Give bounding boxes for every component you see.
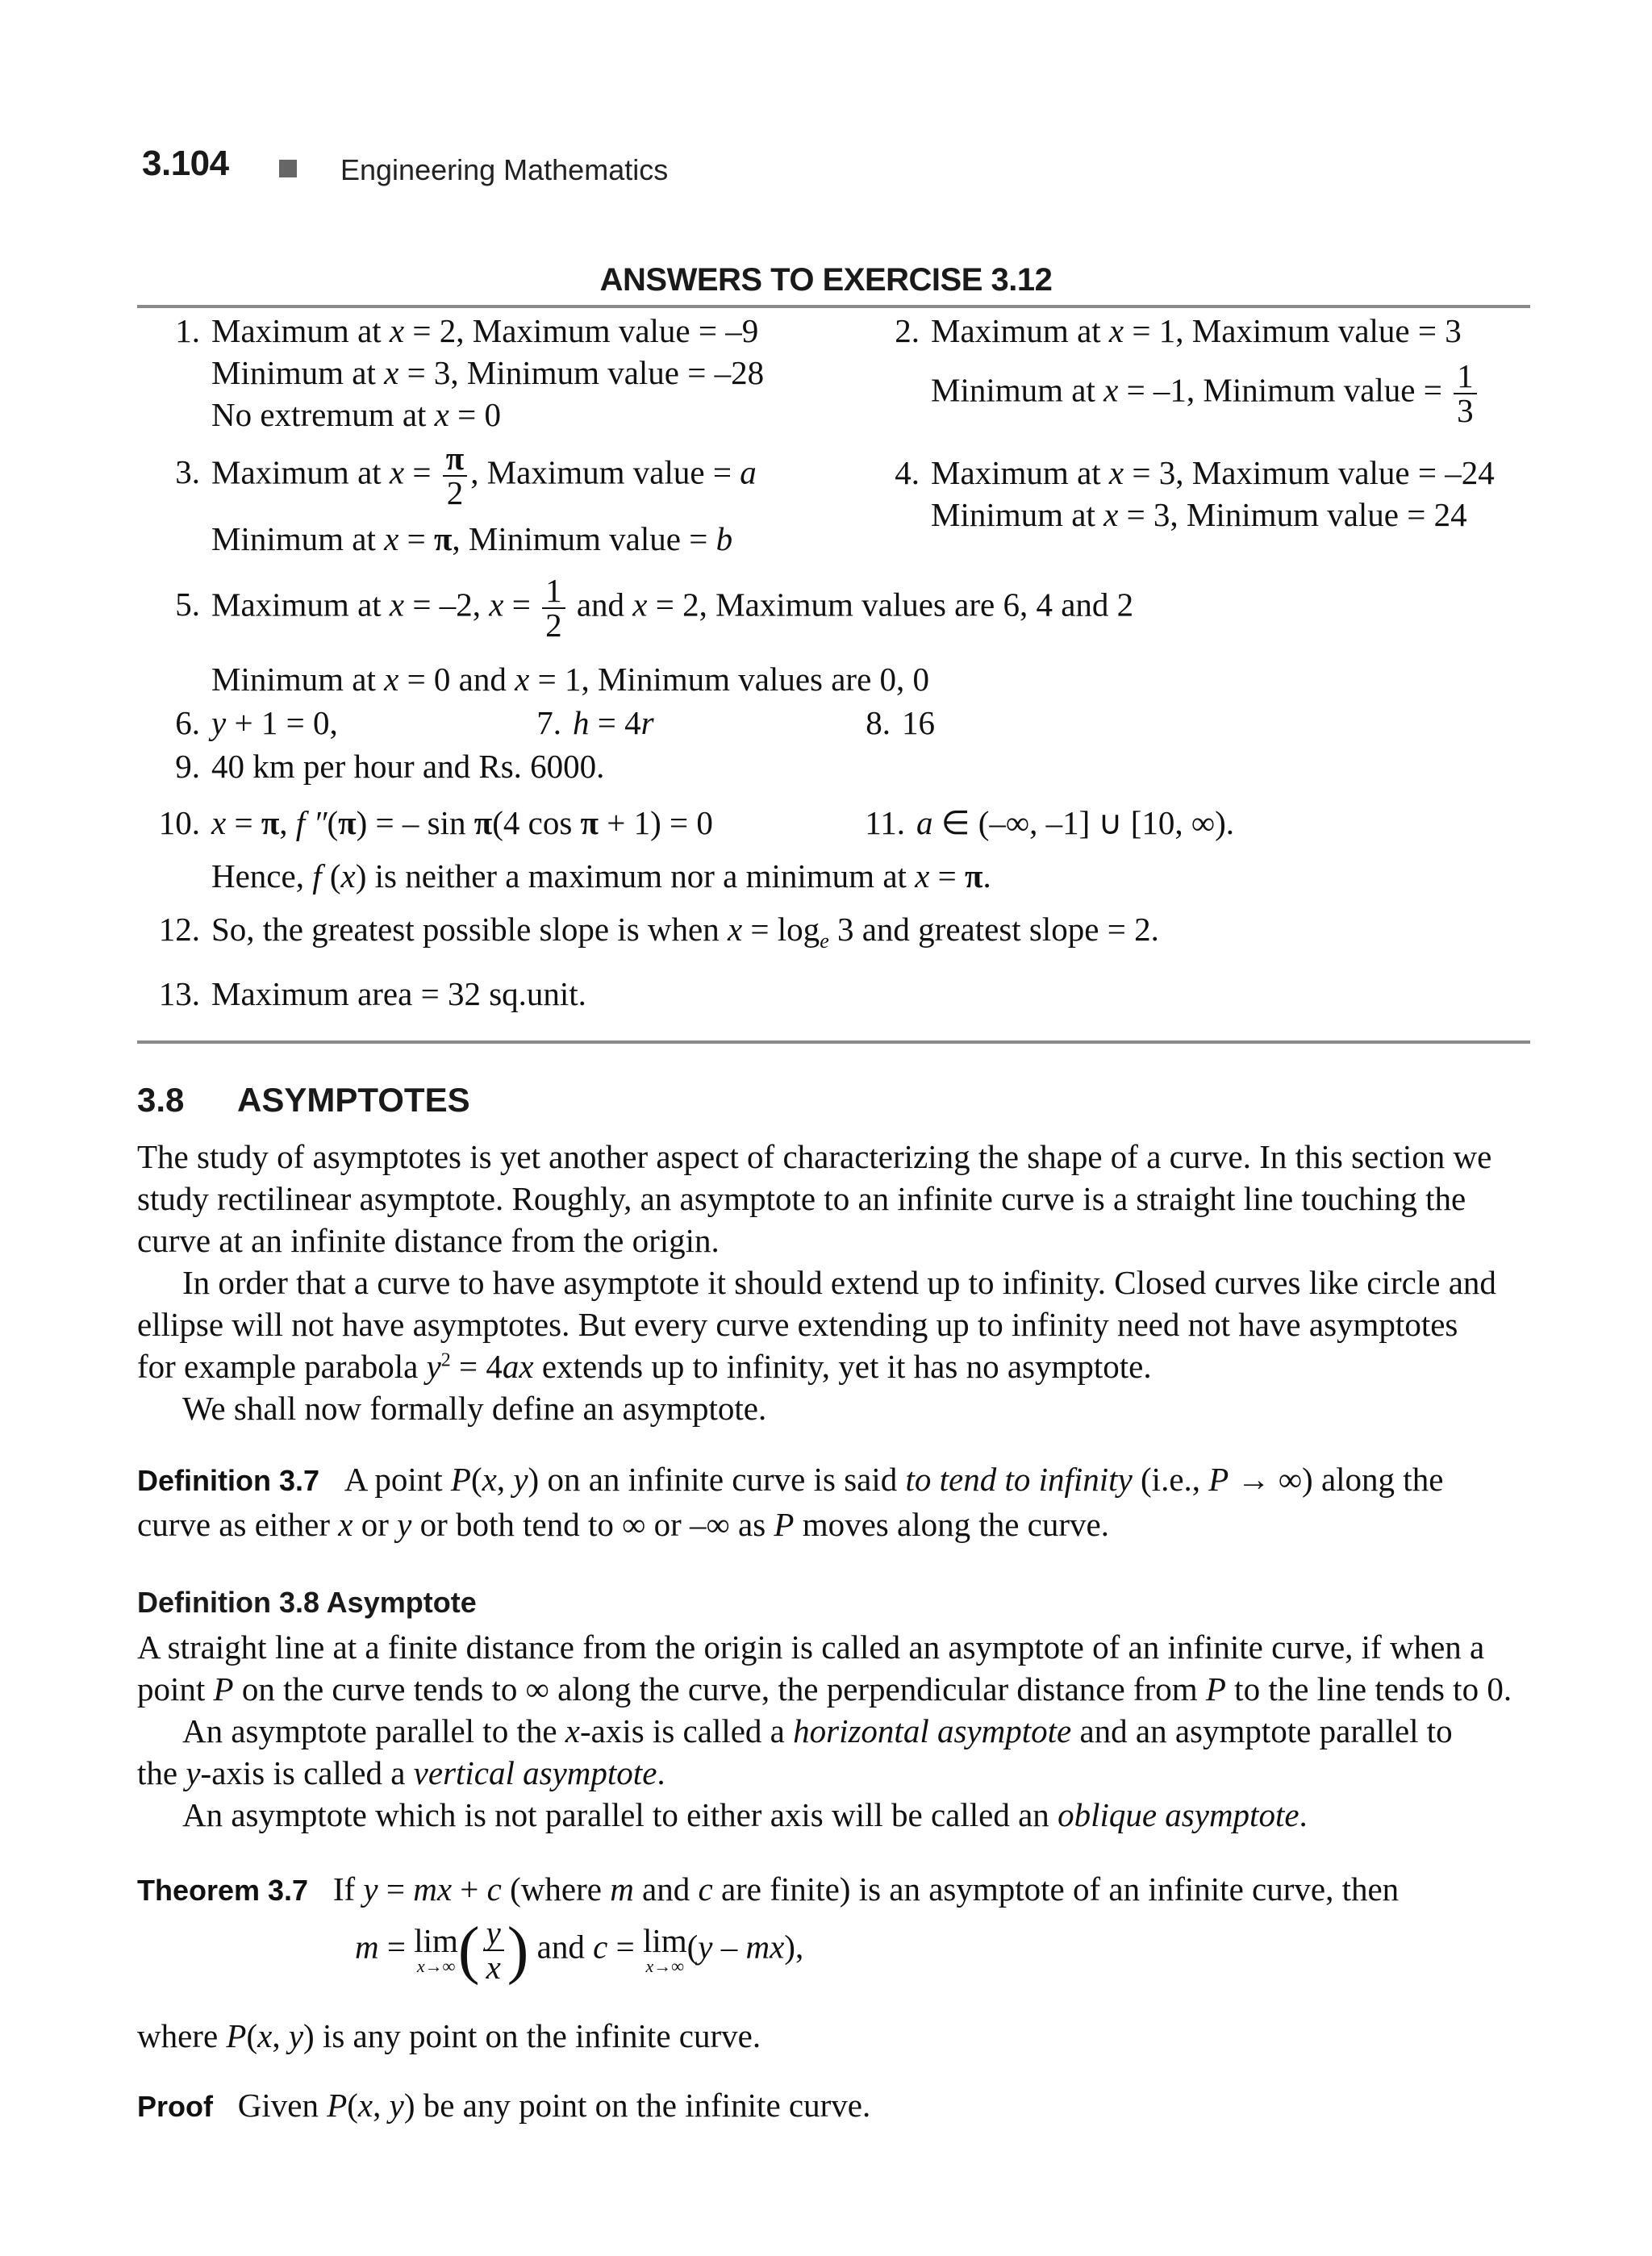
answer-5-line-2: Minimum at x = 0 and x = 1, Minimum values are 0, 0 bbox=[211, 661, 930, 698]
page-number: 3.104 bbox=[142, 144, 229, 183]
square-bullet-icon bbox=[279, 160, 297, 177]
book-title: Engineering Mathematics bbox=[340, 153, 669, 186]
answer-number: 6. bbox=[175, 704, 200, 741]
definition-3-7-line-1: Definition 3.7 A point P(x, y) on an infinite curve is said to tend to infinity (i.e., P → ∞) along the bbox=[137, 1461, 1444, 1498]
answer-number: 2. bbox=[895, 312, 920, 349]
answer-7: 7. h = 4r bbox=[503, 703, 654, 742]
answer-10-line-1: 10. x = π, f ″(π) = – sin π(4 cos π + 1) = 0 bbox=[142, 803, 713, 842]
answer-2-line-2: Minimum at x = –1, Minimum value = $\frac{1}{3}$ bbox=[931, 360, 1480, 427]
answer-10-line-2: Hence, f (x) is neither a maximum nor a minimum at x = π. bbox=[211, 857, 991, 894]
theorem-3-7-line-3: where P(x, y) is any point on the infinite curve. bbox=[137, 2017, 761, 2054]
fraction: $\frac{\pi}{2}$ bbox=[443, 442, 467, 510]
paragraph-1-line-3: curve at an infinite distance from the origin. bbox=[137, 1222, 720, 1259]
section-number: 3.8 bbox=[137, 1081, 185, 1119]
answer-number: 8. bbox=[866, 704, 891, 741]
paragraph-1-line-2: study rectilinear asymptote. Roughly, an asymptote to an infinite curve is a straight line touching the bbox=[137, 1180, 1466, 1217]
fraction: $\frac{1}{2}$ bbox=[542, 574, 565, 642]
definition-3-8-line-3: An asymptote parallel to the x-axis is called a horizontal asymptote and an asymptote parallel to bbox=[182, 1712, 1453, 1749]
answer-number: 13. bbox=[158, 975, 200, 1012]
section-title: ASYMPTOTES bbox=[237, 1081, 470, 1119]
definition-3-7-line-2: curve as either x or y or both tend to ∞ or –∞ as P moves along the curve. bbox=[137, 1506, 1109, 1543]
answer-number: 12. bbox=[158, 911, 200, 948]
answer-3-line-1: 3. Maximum at x = $\frac{\pi}{2}$ , Maximum value = a bbox=[142, 442, 757, 510]
theorem-label: Theorem 3.7 bbox=[137, 1874, 309, 1907]
definition-label: Definition 3.7 bbox=[137, 1464, 320, 1497]
answer-number: 4. bbox=[895, 454, 920, 491]
definition-3-8-line-4: the y-axis is called a vertical asymptote. bbox=[137, 1754, 665, 1791]
paragraph-1-line-1: The study of asymptotes is yet another aspect of characterizing the shape of a curve. In this section we bbox=[137, 1138, 1492, 1175]
answer-1-line-3: No extremum at x = 0 bbox=[211, 396, 501, 433]
theorem-3-7-line-1: Theorem 3.7 If y = mx + c (where m and c are finite) is an asymptote of an infinite curve, then bbox=[137, 1870, 1400, 1908]
answer-number: 9. bbox=[175, 748, 200, 785]
answer-3-line-2: Minimum at x = π, Minimum value = b bbox=[211, 520, 733, 557]
answer-number: 11. bbox=[865, 804, 905, 841]
answer-9: 9. 40 km per hour and Rs. 6000. bbox=[142, 747, 604, 786]
proof-label: Proof bbox=[137, 2090, 213, 2123]
limit: lim x→∞ bbox=[414, 1922, 458, 1977]
answer-number: 7. bbox=[536, 704, 561, 741]
answer-4-line-2: Minimum at x = 3, Minimum value = 24 bbox=[931, 496, 1467, 533]
bottom-rule bbox=[137, 1040, 1530, 1044]
definition-3-8-line-2: point P on the curve tends to ∞ along the curve, the perpendicular distance from P to the line tends to 0. bbox=[137, 1670, 1512, 1708]
paragraph-2-line-3: for example parabola $y^2 = 4ax$ extends up to infinity, yet it has no asymptote. bbox=[137, 1348, 1152, 1385]
top-rule bbox=[137, 305, 1530, 308]
proof-line: Proof Given P(x, y) be any point on the infinite curve. bbox=[137, 2087, 871, 2124]
definition-3-8-line-5: An asymptote which is not parallel to either axis will be called an oblique asymptote. bbox=[182, 1796, 1308, 1833]
theorem-3-7-equation: m = lim x→∞ ( $\frac{y}{x}$ ) and c = lim x→∞ (y – mx), bbox=[355, 1914, 804, 1986]
definition-3-8-label: Definition 3.8 Asymptote bbox=[137, 1586, 477, 1619]
paragraph-2-line-1: In order that a curve to have asymptote it should extend up to infinity. Closed curves like circle and bbox=[182, 1264, 1496, 1301]
answer-2-line-1: 2. Maximum at x = 1, Maximum value = 3 bbox=[861, 311, 1462, 350]
answer-6: 6. y + 1 = 0, bbox=[142, 703, 338, 742]
paragraph-2-line-2: ellipse will not have asymptotes. But every curve extending up to infinity need not have asymptotes bbox=[137, 1306, 1458, 1343]
paragraph-3: We shall now formally define an asymptote. bbox=[182, 1390, 767, 1427]
fraction: $\frac{y}{x}$ bbox=[483, 1916, 504, 1984]
answer-11: 11. a ∈ (–∞, –1] ∪ [10, ∞). bbox=[847, 803, 1234, 842]
answer-5-line-1: 5. Maximum at x = –2, x = $\frac{1}{2}$ and x = 2, Maximum values are 6, 4 and 2 bbox=[142, 574, 1133, 642]
answer-4-line-1: 4. Maximum at x = 3, Maximum value = –24 bbox=[861, 453, 1495, 492]
definition-3-8-line-1: A straight line at a finite distance from the origin is called an asymptote of an infinite curve, if when a bbox=[137, 1628, 1485, 1666]
answer-number: 5. bbox=[175, 586, 200, 623]
answer-1-line-1: 1. Maximum at x = 2, Maximum value = –9 bbox=[142, 311, 758, 350]
answer-number: 3. bbox=[175, 453, 200, 491]
answer-13: 13. Maximum area = 32 sq.unit. bbox=[142, 974, 586, 1013]
limit: lim x→∞ bbox=[642, 1922, 687, 1977]
answer-8: 8. 16 bbox=[832, 703, 935, 742]
answer-1-line-2: Minimum at x = 3, Minimum value = –28 bbox=[211, 354, 765, 391]
answer-number: 10. bbox=[158, 804, 200, 841]
answer-12: 12. So, the greatest possible slope is when $x = \log_e 3$ and greatest slope = 2. bbox=[142, 910, 1159, 953]
answer-number: 1. bbox=[175, 312, 200, 349]
fraction: $\frac{1}{3}$ bbox=[1454, 360, 1477, 427]
answers-title: ANSWERS TO EXERCISE 3.12 bbox=[599, 262, 1053, 298]
